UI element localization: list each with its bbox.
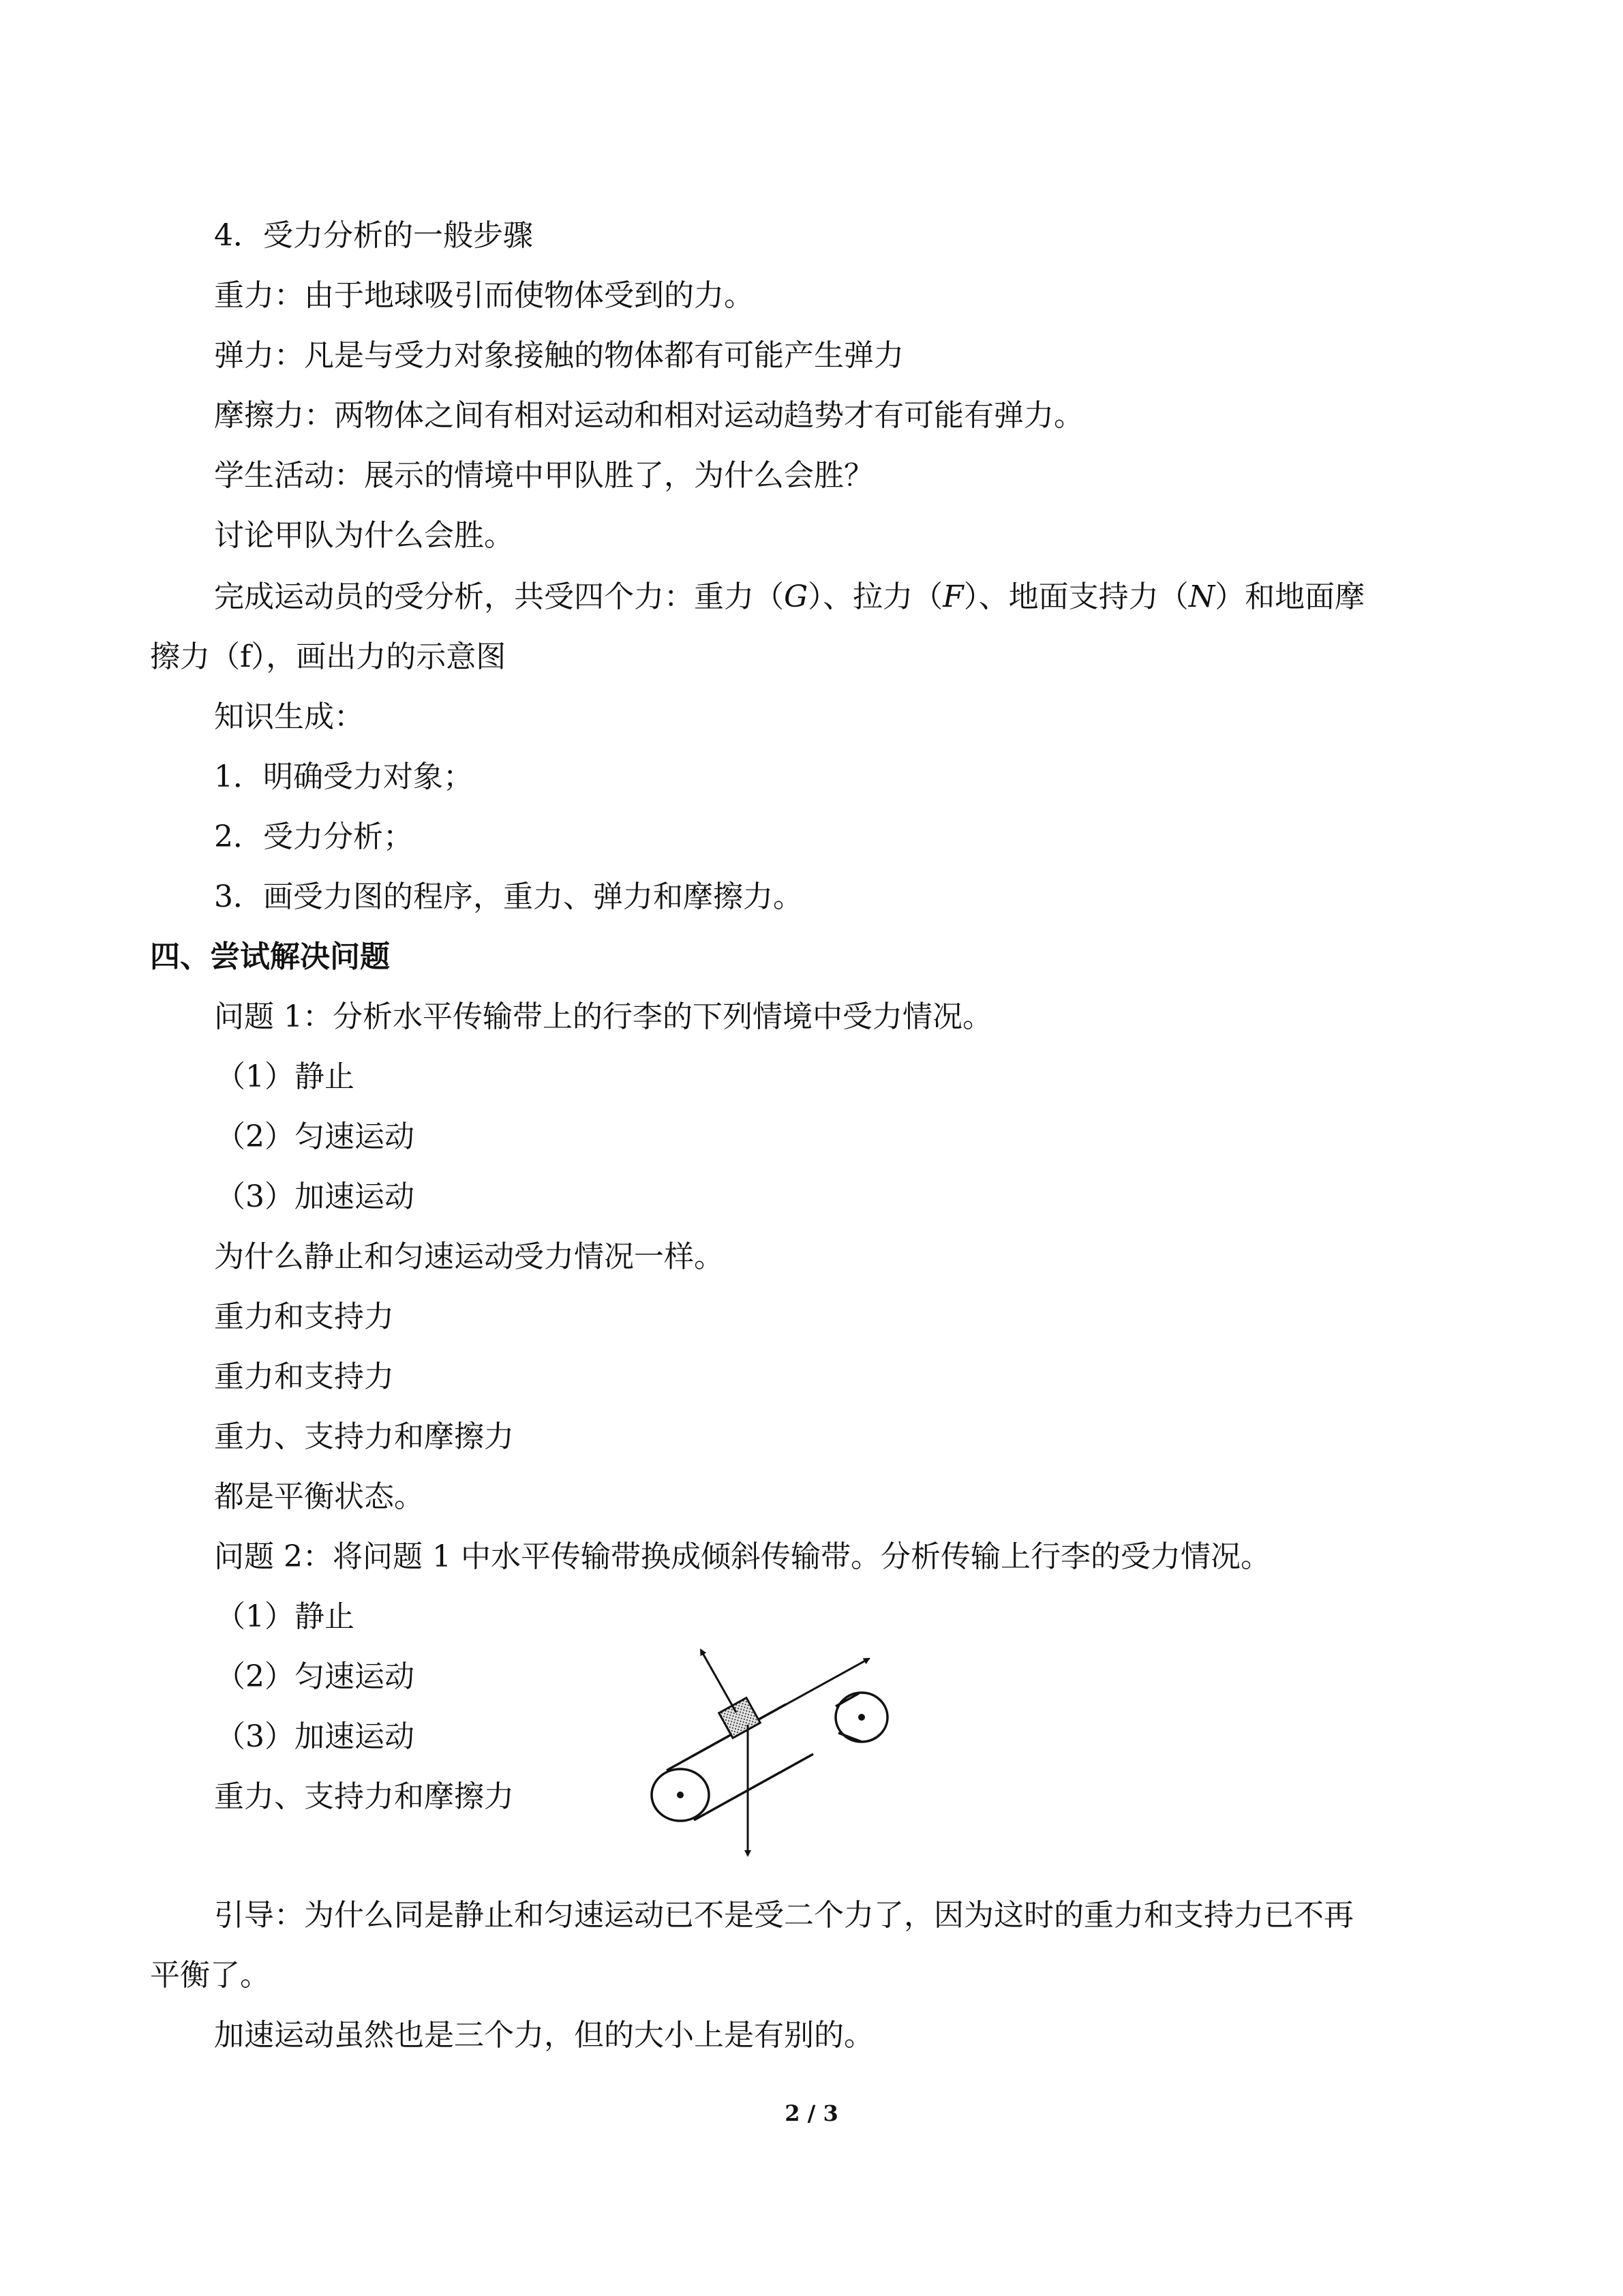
q1-case-1: （1）静止 xyxy=(215,1059,354,1094)
knowledge-item-2: 2．受力分析； xyxy=(214,819,413,854)
belt-bottom-edge xyxy=(694,1754,813,1820)
step-heading: 4．受力分析的一般步骤 xyxy=(214,218,533,253)
question-1: 问题 1：分析水平传输带上的行李的下列情境中受力情况。 xyxy=(214,999,992,1034)
q2-case-2: （2）匀速运动 xyxy=(215,1659,414,1694)
force-analysis-paragraph xyxy=(0,577,1623,618)
q1-why: 为什么静止和匀速运动受力情况一样。 xyxy=(214,1239,724,1274)
knowledge-item-1: 1．明确受力对象； xyxy=(214,759,473,794)
q1-answer-1: 重力和支持力 xyxy=(214,1299,394,1334)
force-analysis-paragraph-cont: 擦力（f），画出力的示意图 xyxy=(150,639,506,674)
text-segment: ）、拉力（ xyxy=(808,579,943,614)
q1-case-3: （3）加速运动 xyxy=(215,1179,414,1214)
page-number: 2 / 3 xyxy=(785,2100,838,2126)
symbol-n: N xyxy=(1188,579,1215,614)
text-segment: ）、地面支持力（ xyxy=(963,579,1189,614)
luggage-box xyxy=(719,1697,761,1738)
gravity-definition: 重力：由于地球吸引而使物体受到的力。 xyxy=(214,278,754,313)
student-activity: 学生活动：展示的情境中甲队胜了，为什么会胜？ xyxy=(214,458,874,493)
knowledge-heading: 知识生成： xyxy=(214,699,364,734)
question-2: 问题 2：将问题 1 中水平传输带换成倾斜传输带。分析传输上行李的受力情况。 xyxy=(214,1539,1271,1574)
discussion-text: 讨论甲队为什么会胜。 xyxy=(214,518,514,553)
symbol-f: F xyxy=(943,579,964,614)
lower-roller-axle xyxy=(677,1792,684,1798)
acceleration-note: 加速运动虽然也是三个力，但的大小上是有别的。 xyxy=(214,2018,874,2053)
normal-force-arrow xyxy=(701,1650,736,1712)
section-heading: 四、尝试解决问题 xyxy=(150,939,390,974)
upper-roller-axle xyxy=(858,1714,865,1721)
q1-answer-3: 重力、支持力和摩擦力 xyxy=(214,1419,514,1454)
symbol-g: G xyxy=(784,579,808,614)
q2-answer: 重力、支持力和摩擦力 xyxy=(214,1779,514,1814)
elastic-force-definition: 弹力：凡是与受力对象接触的物体都有可能产生弹力 xyxy=(214,338,904,373)
q1-answer-2: 重力和支持力 xyxy=(214,1359,394,1394)
knowledge-item-3: 3．画受力图的程序，重力、弹力和摩擦力。 xyxy=(214,879,803,914)
text-segment: ）和地面摩 xyxy=(1215,579,1365,614)
q1-case-2: （2）匀速运动 xyxy=(215,1119,414,1154)
q2-case-1: （1）静止 xyxy=(215,1599,354,1634)
guidance-text-cont: 平衡了。 xyxy=(150,1958,270,1993)
conveyor-diagram xyxy=(634,1636,907,1868)
text-segment: 完成运动员的受分析，共受四个力：重力（ xyxy=(214,579,784,614)
friction-definition: 摩擦力：两物体之间有相对运动和相对运动趋势才有可能有弹力。 xyxy=(214,398,1084,433)
q2-case-3: （3）加速运动 xyxy=(215,1719,414,1754)
q1-conclusion: 都是平衡状态。 xyxy=(214,1479,424,1514)
guidance-text: 引导：为什么同是静止和匀速运动已不是受二个力了，因为这时的重力和支持力已不再 xyxy=(214,1898,1354,1933)
